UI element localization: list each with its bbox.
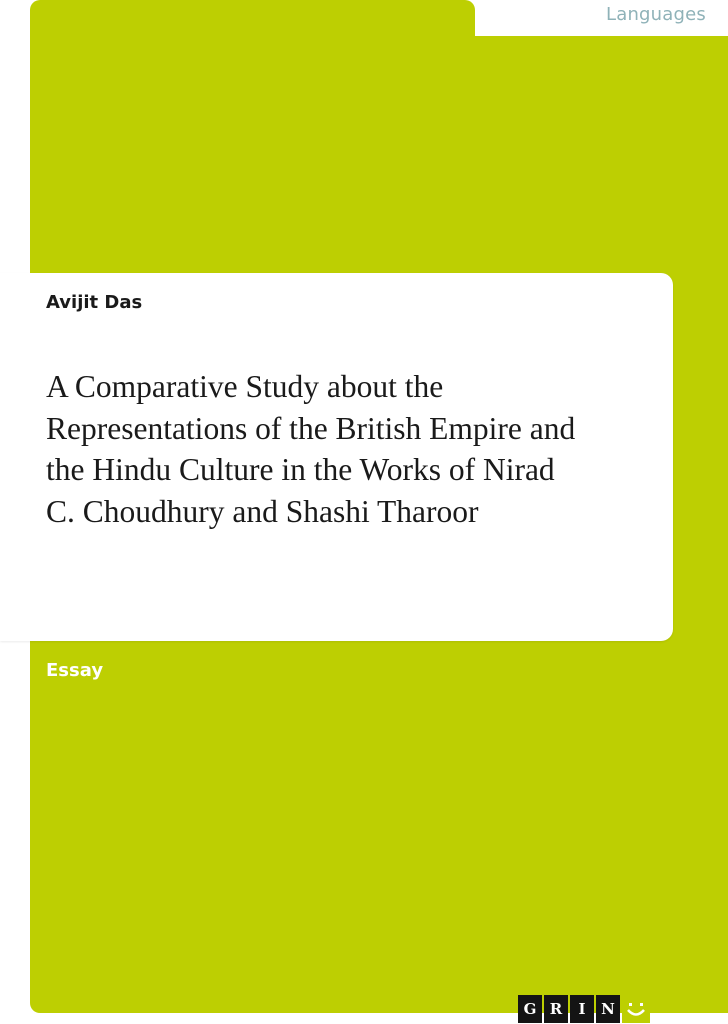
logo-letter-r: R — [544, 995, 568, 1023]
smile-icon — [622, 995, 650, 1023]
logo-letter-i: I — [570, 995, 594, 1023]
author-name: Avijit Das — [46, 292, 143, 313]
logo-letter-g: G — [518, 995, 542, 1023]
grin-logo — [518, 995, 650, 1023]
document-type: Essay — [46, 660, 104, 681]
logo-letter-n: N — [596, 995, 620, 1023]
book-title: A Comparative Study about the Representations of the British Empire and the Hindu Culture in the Works of Nirad C. Choudhury and Shashi Tharoor — [46, 369, 576, 529]
languages-link[interactable]: Languages — [605, 4, 706, 25]
